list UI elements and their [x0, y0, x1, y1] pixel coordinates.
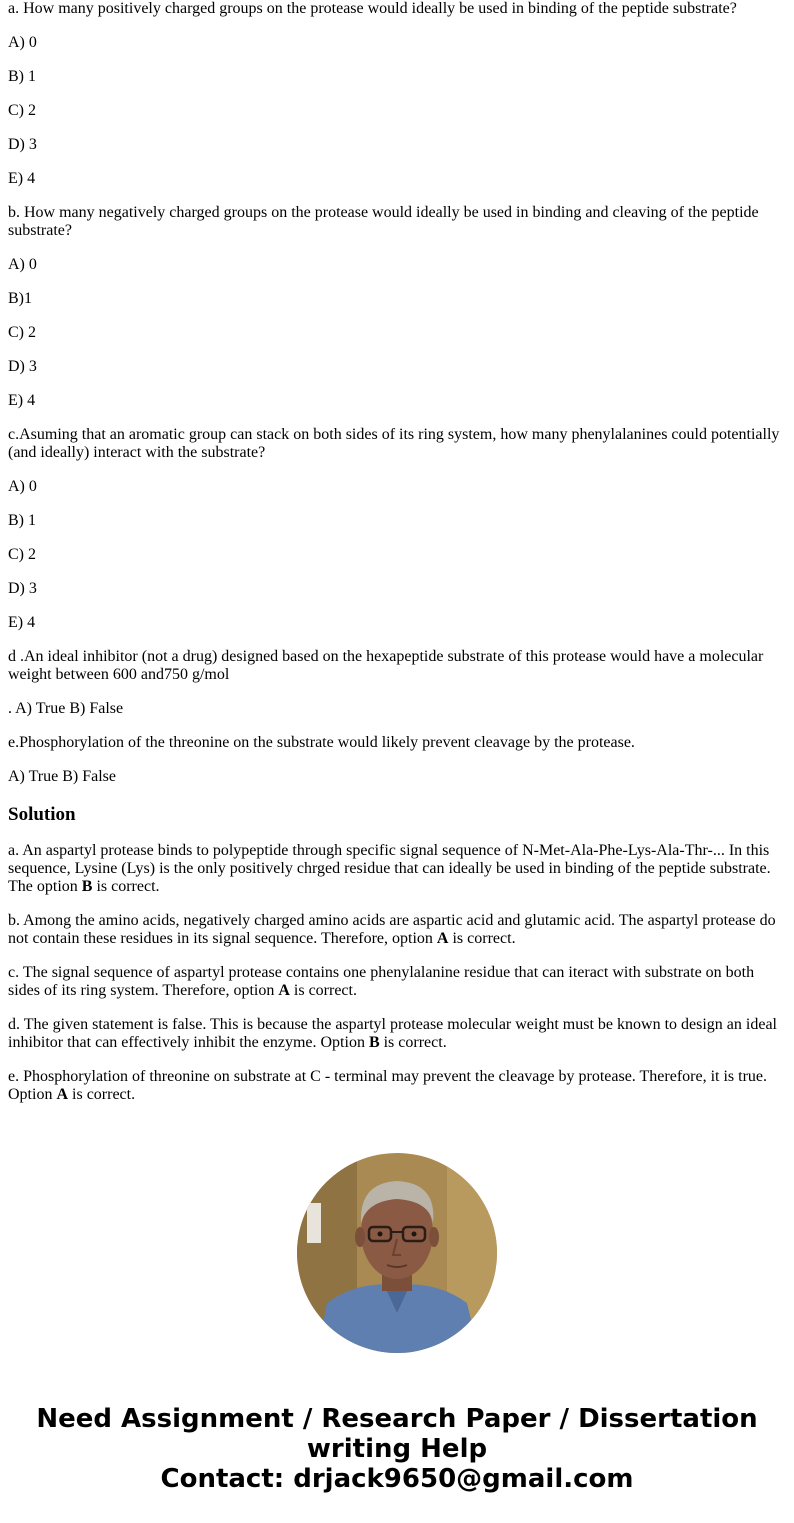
promo-contact: Contact: drjack9650@gmail.com — [160, 1464, 634, 1494]
solution-c — [8, 964, 786, 1000]
solution-c-text: c. The signal sequence of aspartyl protease contains one phenylalanine residue that can iteract with substrate on both sides of its ring system. Therefore, option — [8, 964, 755, 999]
solution-a-answer: B — [81, 878, 93, 895]
question-c-option: B) 1 — [8, 512, 36, 529]
solution-b — [8, 912, 786, 948]
question-a-option: C) 2 — [8, 102, 36, 119]
question-e-options: A) True B) False — [8, 768, 117, 785]
solution-e-tail: is correct. — [68, 1086, 136, 1103]
solution-d — [8, 1016, 786, 1052]
solution-a — [8, 842, 786, 896]
promo-line-1: Need Assignment / Research Paper / Dissertation — [36, 1404, 758, 1434]
solution-a-tail: is correct. — [92, 878, 160, 895]
question-a-option: A) 0 — [8, 34, 37, 51]
solution-d-tail: is correct. — [379, 1034, 447, 1051]
question-c-option: A) 0 — [8, 478, 37, 495]
question-b-option: D) 3 — [8, 358, 37, 375]
solution-c-tail: is correct. — [289, 982, 357, 999]
question-e-text: e.Phosphorylation of the threonine on the substrate would likely prevent cleavage by the protease. — [8, 734, 635, 751]
question-c-text: c.Asuming that an aromatic group can stack on both sides of its ring system, how many phenylalanines could potentially (and ideally) interact with the substrate? — [8, 426, 780, 461]
question-c-option: D) 3 — [8, 580, 37, 597]
solution-d-text: d. The given statement is false. This is because the aspartyl protease molecular weight must be known to design an ideal inhibitor that can effectively inhibit the enzyme. Option — [8, 1016, 777, 1051]
solution-b-text: b. Among the amino acids, negatively charged amino acids are aspartic acid and glutamic acid. The aspartyl protease do not contain these residues in its signal sequence. Therefore, option — [8, 912, 776, 947]
question-d-options: . A) True B) False — [8, 700, 124, 717]
solution-e — [8, 1068, 786, 1104]
solution-heading: Solution — [8, 804, 76, 825]
solution-c-answer: A — [278, 982, 290, 999]
question-b-option: A) 0 — [8, 256, 37, 273]
solution-b-tail: is correct. — [448, 930, 516, 947]
solution-b-answer: A — [436, 930, 449, 947]
question-a-option: D) 3 — [8, 136, 37, 153]
solution-d-answer: B — [368, 1034, 380, 1051]
solution-a-text: a. An aspartyl protease binds to polypeptide through specific signal sequence of N-Met-Ala-Phe-Lys-Ala-Thr-... In this sequence, Lysine (Lys) is the only positively chrged residue that can ideally be used in binding of the peptide substrate. The option — [8, 842, 771, 895]
author-photo — [297, 1153, 497, 1353]
question-a-option: E) 4 — [8, 170, 36, 187]
question-c-option: C) 2 — [8, 546, 36, 563]
solution-e-text: e. Phosphorylation of threonine on substrate at C - terminal may prevent the cleavage by protease. Therefore, it is true. Option — [8, 1068, 768, 1103]
promo-line-2: writing Help — [306, 1434, 488, 1464]
promo-banner — [0, 1404, 794, 1494]
question-d-text: d .An ideal inhibitor (not a drug) designed based on the hexapeptide substrate of this protease would have a molecular weight between 600 and750 g/mol — [8, 648, 764, 683]
question-c-option: E) 4 — [8, 614, 36, 631]
question-a-option: B) 1 — [8, 68, 36, 85]
question-b-text: b. How many negatively charged groups on the protease would ideally be used in binding and cleaving of the peptide substrate? — [8, 204, 759, 239]
question-b-option: E) 4 — [8, 392, 36, 409]
author-photo-icon — [297, 1153, 497, 1353]
question-a-text: a. How many positively charged groups on the protease would ideally be used in binding of the peptide substrate? — [8, 0, 737, 17]
question-b-option: C) 2 — [8, 324, 36, 341]
question-b-option: B)1 — [8, 290, 32, 307]
solution-e-answer: A — [56, 1086, 69, 1103]
